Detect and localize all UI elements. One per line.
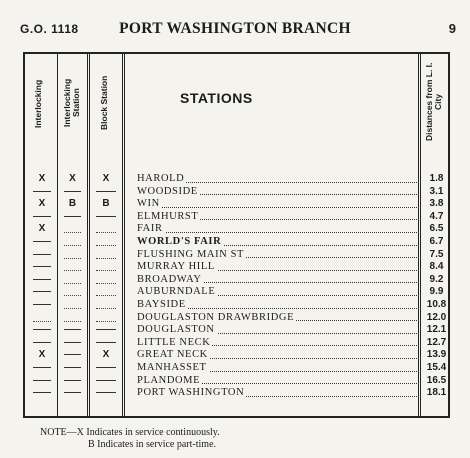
station-distance: 16.5 [426, 374, 447, 386]
station-distance: 12.0 [426, 311, 447, 323]
table-row [25, 298, 452, 311]
service-mark: X [102, 349, 110, 361]
empty-dash [27, 323, 57, 336]
station-distance: 7.5 [429, 248, 444, 260]
empty-dash [58, 323, 87, 336]
header-interlocking: Interlocking [33, 79, 43, 129]
station-name: HAROLD [137, 172, 421, 185]
empty-dash [90, 374, 122, 387]
table-row [25, 260, 452, 273]
empty-dots [58, 260, 87, 273]
empty-dots [90, 222, 122, 235]
empty-dash [27, 248, 57, 261]
station-name: PORT WASHINGTON [137, 386, 421, 399]
station-distance: 13.9 [426, 349, 447, 361]
service-mark: X [69, 173, 76, 184]
table-row [25, 374, 452, 387]
empty-dash [58, 210, 87, 223]
empty-dots [90, 298, 122, 311]
station-name: ELMHURST [137, 210, 421, 223]
general-order-number: G.O. 1118 [20, 22, 79, 36]
empty-dots [58, 285, 87, 298]
empty-dash [90, 185, 122, 198]
empty-dash [90, 361, 122, 374]
service-mark: X [38, 349, 46, 361]
station-distance: 4.7 [429, 210, 444, 222]
empty-dash [90, 386, 122, 399]
table-row [25, 323, 452, 336]
station-distance: 3.8 [429, 198, 444, 210]
station-name: BROADWAY [137, 273, 421, 286]
table-row [25, 172, 452, 185]
station-table [23, 52, 450, 418]
table-row [25, 185, 452, 198]
empty-dash [90, 210, 122, 223]
empty-dots [90, 248, 122, 261]
header-distance: Distances from L. I. City [424, 62, 443, 142]
header-stations: STATIONS [180, 90, 253, 106]
empty-dots [58, 222, 87, 235]
station-name: LITTLE NECK [137, 336, 421, 349]
station-name: DOUGLASTON DRAWBRIDGE [137, 311, 421, 324]
empty-dots [58, 298, 87, 311]
station-distance: 1.8 [429, 173, 444, 184]
note-line-1: NOTE—X Indicates in service continuously. [40, 427, 220, 438]
note-line-2: B Indicates in service part-time. [88, 439, 217, 450]
page-number: 9 [448, 21, 456, 36]
station-distance: 15.4 [426, 362, 447, 373]
empty-dash [27, 386, 57, 399]
empty-dots [58, 248, 87, 261]
empty-dash [27, 374, 57, 387]
station-name: FLUSHING MAIN ST [137, 248, 421, 261]
table-row [25, 361, 452, 374]
empty-dots [58, 273, 87, 286]
empty-dash [58, 386, 87, 399]
empty-dash [58, 348, 87, 361]
header-block-station: Block Station [99, 75, 109, 131]
service-mark: B [102, 198, 110, 210]
table-row [25, 348, 452, 361]
empty-dash [27, 298, 57, 311]
table-row [25, 248, 452, 261]
header-interlocking-station: Interlocking Station [62, 78, 81, 128]
station-name: PLANDOME [137, 374, 421, 387]
table-row [25, 235, 452, 248]
station-distance: 12.1 [426, 324, 447, 336]
empty-dots [90, 235, 122, 248]
station-name: WIN [137, 197, 421, 210]
service-mark: X [38, 223, 46, 235]
empty-dash [27, 285, 57, 298]
empty-dash [27, 210, 57, 223]
empty-dash [27, 260, 57, 273]
table-row [25, 336, 452, 349]
service-mark: X [38, 198, 46, 210]
station-distance: 3.1 [429, 185, 444, 197]
station-name: DOUGLASTON [137, 323, 421, 336]
empty-dash [58, 336, 87, 349]
empty-dash [90, 323, 122, 336]
empty-dash [90, 336, 122, 349]
station-distance: 9.9 [429, 286, 444, 298]
empty-dash [27, 336, 57, 349]
empty-dots [90, 311, 122, 324]
station-name: FAIR [137, 222, 421, 235]
station-distance: 9.2 [429, 273, 444, 285]
table-row [25, 386, 452, 399]
empty-dash [27, 273, 57, 286]
station-name: AUBURNDALE [137, 285, 421, 298]
empty-dots [90, 285, 122, 298]
empty-dots [27, 311, 57, 324]
station-name: GREAT NECK [137, 348, 421, 361]
station-name: WOODSIDE [137, 185, 421, 198]
empty-dash [58, 374, 87, 387]
service-mark: X [102, 173, 110, 184]
empty-dash [58, 361, 87, 374]
table-row [25, 311, 452, 324]
dot-leader [137, 232, 421, 233]
station-distance: 6.5 [429, 223, 444, 235]
empty-dots [90, 273, 122, 286]
table-row [25, 197, 452, 210]
station-name: WORLD'S FAIR [137, 235, 421, 248]
empty-dash [58, 185, 87, 198]
table-row [25, 210, 452, 223]
station-distance: 6.7 [429, 236, 444, 247]
empty-dots [58, 235, 87, 248]
station-distance: 18.1 [426, 387, 447, 399]
service-mark: B [68, 198, 77, 210]
page-header [0, 20, 470, 42]
table-row [25, 285, 452, 298]
branch-title: PORT WASHINGTON BRANCH [119, 20, 351, 37]
station-name: MANHASSET [137, 361, 421, 374]
station-distance: 12.7 [426, 336, 447, 348]
empty-dash [27, 361, 57, 374]
empty-dash [27, 235, 57, 248]
station-name: MURRAY HILL [137, 260, 421, 273]
table-row [25, 222, 452, 235]
station-distance: 10.8 [426, 299, 447, 310]
station-name: BAYSIDE [137, 298, 421, 311]
dot-leader [137, 207, 421, 208]
empty-dash [27, 185, 57, 198]
service-mark: X [38, 173, 46, 184]
empty-dots [90, 260, 122, 273]
table-row [25, 273, 452, 286]
empty-dots [58, 311, 87, 324]
station-distance: 8.4 [429, 261, 444, 273]
